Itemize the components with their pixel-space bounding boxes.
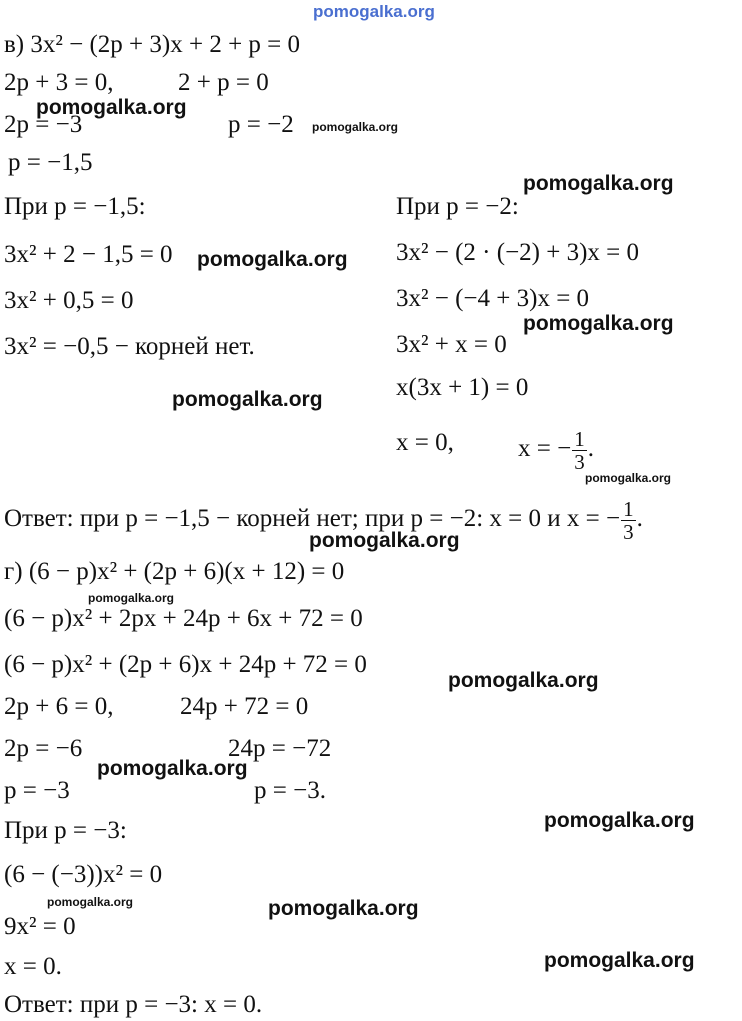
solve-line: p = −3 [4, 777, 70, 804]
math-line: (6 − p)x² + 2px + 24p + 6x + 72 = 0 [4, 605, 363, 632]
answer-g: Ответ: при p = −3: x = 0. [4, 991, 263, 1018]
condition-line: 24p + 72 = 0 [180, 693, 309, 720]
watermark: pomogalka.org [585, 471, 672, 485]
solve-line: p = −3. [254, 777, 326, 804]
watermark: pomogalka.org [313, 2, 435, 21]
math-text: x = − [518, 435, 572, 463]
fraction-denominator: 3 [574, 450, 585, 474]
case-heading: При p = −3: [4, 817, 127, 844]
watermark: pomogalka.org [268, 897, 419, 920]
math-line: 3x² + x = 0 [396, 331, 507, 358]
watermark: pomogalka.org [88, 591, 175, 605]
answer-text: Ответ: при p = −1,5 − корней нет; при p = −2: x = 0 и x = − [4, 505, 621, 533]
watermark: pomogalka.org [544, 809, 695, 832]
math-line: (6 − (−3))x² = 0 [4, 861, 163, 888]
solve-line: 2p = −6 [4, 735, 83, 762]
fraction-denominator: 3 [623, 520, 634, 544]
math-line: 3x² + 2 − 1,5 = 0 [4, 241, 173, 268]
solve-line: p = −1,5 [8, 149, 93, 176]
math-line: x = − $\frac{1}{3}$ . [518, 427, 594, 474]
math-line: x = 0. [4, 953, 62, 980]
answer-v: Ответ: при p = −1,5 − корней нет; при p = −2: x = 0 и x = − $\frac{1}{3}$ . [4, 497, 643, 544]
watermark: pomogalka.org [47, 895, 134, 909]
math-line: 3x² − (−4 + 3)x = 0 [396, 285, 590, 312]
watermark: pomogalka.org [97, 757, 248, 780]
watermark: pomogalka.org [309, 529, 460, 552]
math-line: 3x² − (2 · (−2) + 3)x = 0 [396, 239, 640, 266]
math-line: 3x² = −0,5 − корней нет. [4, 333, 255, 360]
solve-line: 24p = −72 [228, 735, 332, 762]
solve-line: 2p = −3 [4, 111, 83, 138]
solve-line: p = −2 [228, 111, 294, 138]
watermark: pomogalka.org [523, 312, 674, 335]
case-heading: При p = −2: [396, 193, 519, 220]
watermark: pomogalka.org [523, 172, 674, 195]
case-heading: При p = −1,5: [4, 193, 146, 220]
equation-v: в) 3x² − (2p + 3)x + 2 + p = 0 [4, 31, 301, 58]
math-line: 9x² = 0 [4, 913, 76, 940]
math-line: x = 0, [396, 429, 454, 456]
watermark: pomogalka.org [448, 669, 599, 692]
watermark: pomogalka.org [172, 388, 323, 411]
condition-line: 2p + 3 = 0, [4, 69, 114, 96]
condition-line: 2 + p = 0 [178, 69, 269, 96]
math-line: (6 − p)x² + (2p + 6)x + 24p + 72 = 0 [4, 651, 367, 678]
fraction [621, 498, 636, 543]
math-line: x(3x + 1) = 0 [396, 374, 529, 401]
fraction-numerator: 1 [574, 427, 585, 451]
condition-line: 2p + 6 = 0, [4, 693, 114, 720]
watermark: pomogalka.org [197, 248, 348, 271]
equation-g: г) (6 − p)x² + (2p + 6)(x + 12) = 0 [4, 558, 345, 585]
watermark: pomogalka.org [36, 96, 187, 119]
watermark: pomogalka.org [544, 949, 695, 972]
fraction [572, 428, 587, 473]
watermark: pomogalka.org [312, 120, 399, 134]
fraction-numerator: 1 [623, 497, 634, 521]
math-line: 3x² + 0,5 = 0 [4, 287, 134, 314]
